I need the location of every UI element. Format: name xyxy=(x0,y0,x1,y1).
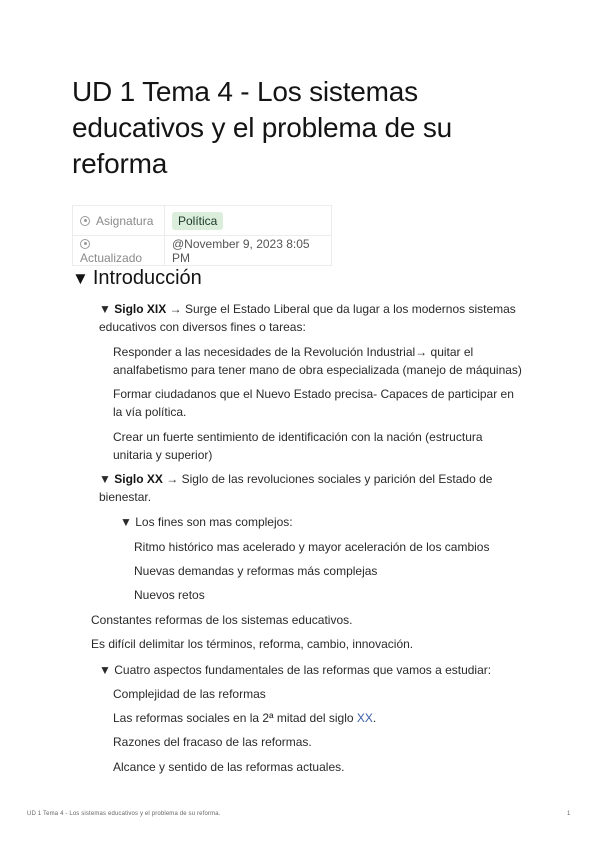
toggle-siglo-xx[interactable] xyxy=(99,470,492,488)
toggle-text-continued: bienestar. xyxy=(99,490,152,504)
list-item-text: Las reformas sociales en la 2ª mitad del siglo xyxy=(113,711,357,725)
list-item-continued: analfabetismo para tener mano de obra especializada (manejo de máquinas) xyxy=(113,363,522,377)
toggle-text-continued: educativos con diversos fines o tareas: xyxy=(99,320,306,334)
footer-page-number: 1 xyxy=(567,811,571,817)
property-name-cell xyxy=(73,206,165,236)
paragraph: Constantes reformas de los sistemas educativos. xyxy=(91,613,353,627)
list-item: Responder a las necesidades de la Revolución Industrial→ quitar el xyxy=(113,345,474,359)
property-row-actualizado xyxy=(73,236,332,266)
toggle-siglo-xix[interactable] xyxy=(99,300,516,318)
toggle-text: Cuatro aspectos fundamentales de las reformas que vamos a estudiar: xyxy=(114,663,492,677)
toggle-triangle-icon[interactable]: ▼ xyxy=(99,302,111,316)
section-heading-introduccion[interactable] xyxy=(72,264,202,293)
list-item-continued: unitaria y superior) xyxy=(113,448,213,462)
page-title: UD 1 Tema 4 - Los sistemas educativos y el problema de su reforma xyxy=(72,76,452,179)
toggle-text: Siglo de las revoluciones sociales y parición del Estado de xyxy=(181,472,493,486)
property-value-cell[interactable] xyxy=(165,206,332,236)
list-item xyxy=(113,709,376,727)
list-item: Alcance y sentido de las reformas actuales. xyxy=(113,760,345,774)
footer-title: UD 1 Tema 4 - Los sistemas educativos y el problema de su reforma. xyxy=(27,811,221,817)
property-name: Asignatura xyxy=(96,213,154,228)
toggle-triangle-icon[interactable]: ▼ xyxy=(72,269,89,288)
property-name-cell xyxy=(73,236,165,266)
select-property-icon xyxy=(80,216,90,226)
list-item: Crear un fuerte sentimiento de identificación con la nación (estructura xyxy=(113,430,483,444)
siglo-xx-link[interactable]: XX xyxy=(356,711,373,725)
toggle-fines[interactable] xyxy=(120,513,293,531)
properties-table xyxy=(72,205,332,266)
arrow-icon: → xyxy=(166,472,179,486)
toggle-triangle-icon[interactable]: ▼ xyxy=(99,472,111,486)
property-row-asignatura xyxy=(73,206,332,236)
list-item: Nuevas demandas y reformas más complejas xyxy=(134,564,378,578)
list-item: Complejidad de las reformas xyxy=(113,687,266,701)
toggle-text: Surge el Estado Liberal que da lugar a los modernos sistemas xyxy=(184,302,516,316)
paragraph: Es difícil delimitar los términos, reforma, cambio, innovación. xyxy=(91,637,414,651)
property-name: Actualizado xyxy=(80,250,143,265)
toggle-text: Los fines son mas complejos: xyxy=(135,515,293,529)
subject-tag[interactable]: Política xyxy=(172,212,223,230)
list-item-punct: . xyxy=(372,711,377,725)
toggle-label: Siglo XIX xyxy=(114,302,167,316)
clock-icon xyxy=(80,239,90,249)
list-item: Nuevos retos xyxy=(134,588,205,602)
section-heading-text: Introducción xyxy=(92,267,202,289)
list-item: Razones del fracaso de las reformas. xyxy=(113,735,312,749)
arrow-icon: → xyxy=(169,302,182,316)
updated-date: @November 9, 2023 8:05 PM xyxy=(172,236,310,265)
list-item: Formar ciudadanos que el Nuevo Estado precisa- Capaces de participar en xyxy=(113,387,514,401)
toggle-triangle-icon[interactable]: ▼ xyxy=(99,663,111,677)
list-item-continued: la vía política. xyxy=(113,405,187,419)
toggle-cuatro-aspectos[interactable] xyxy=(99,661,491,679)
list-item: Ritmo histórico mas acelerado y mayor aceleración de los cambios xyxy=(134,540,490,554)
property-value-cell xyxy=(165,236,332,266)
toggle-label: Siglo XX xyxy=(114,472,163,486)
toggle-triangle-icon[interactable]: ▼ xyxy=(120,515,132,529)
